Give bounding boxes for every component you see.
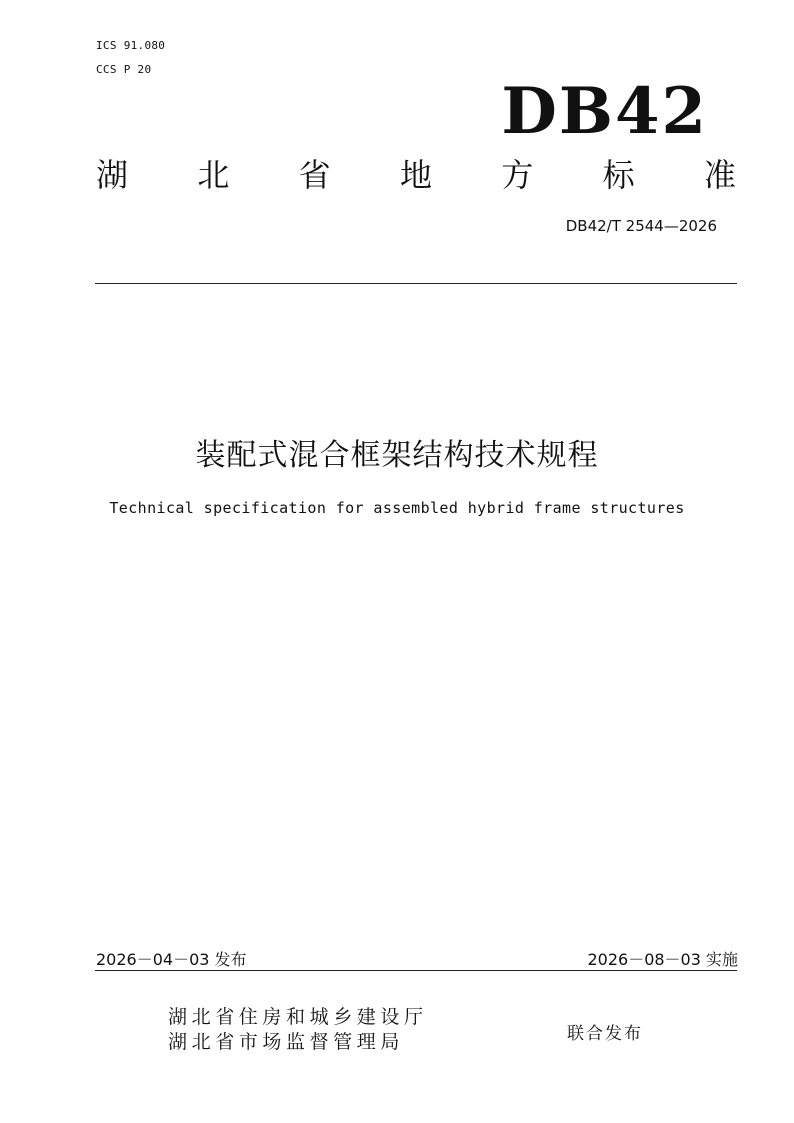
implementation-date: 2026－08－03 实施 [587,950,738,969]
standard-type-char: 方 [501,156,534,194]
standard-type-char: 准 [703,156,736,194]
issue-date: 2026－04－03 发布 [96,950,247,969]
top-divider [95,283,737,284]
standard-number: DB42/T 2544—2026 [565,217,717,235]
standard-type-title [96,155,736,195]
standard-logo: DB42 [501,74,708,149]
ics-code: ICS 91.080 [96,39,166,52]
joint-release-label: 联合发布 [567,1024,643,1044]
standard-type-char: 北 [197,156,230,194]
ccs-code: CCS P 20 [96,63,152,76]
standard-type-char: 地 [399,156,432,194]
issuer-line: 湖北省市场监督管理局 [168,1031,405,1053]
bottom-divider [95,970,737,971]
issuing-authorities [168,1005,428,1055]
standard-type-char: 湖 [96,156,129,194]
standard-type-char: 标 [602,156,635,194]
document-title-chinese: 装配式混合框架结构技术规程 [195,438,599,473]
standard-type-char: 省 [298,156,331,194]
document-title-english: Technical specification for assembled hybrid frame structures [109,499,685,517]
issuer-line: 湖北省住房和城乡建设厅 [168,1006,428,1028]
